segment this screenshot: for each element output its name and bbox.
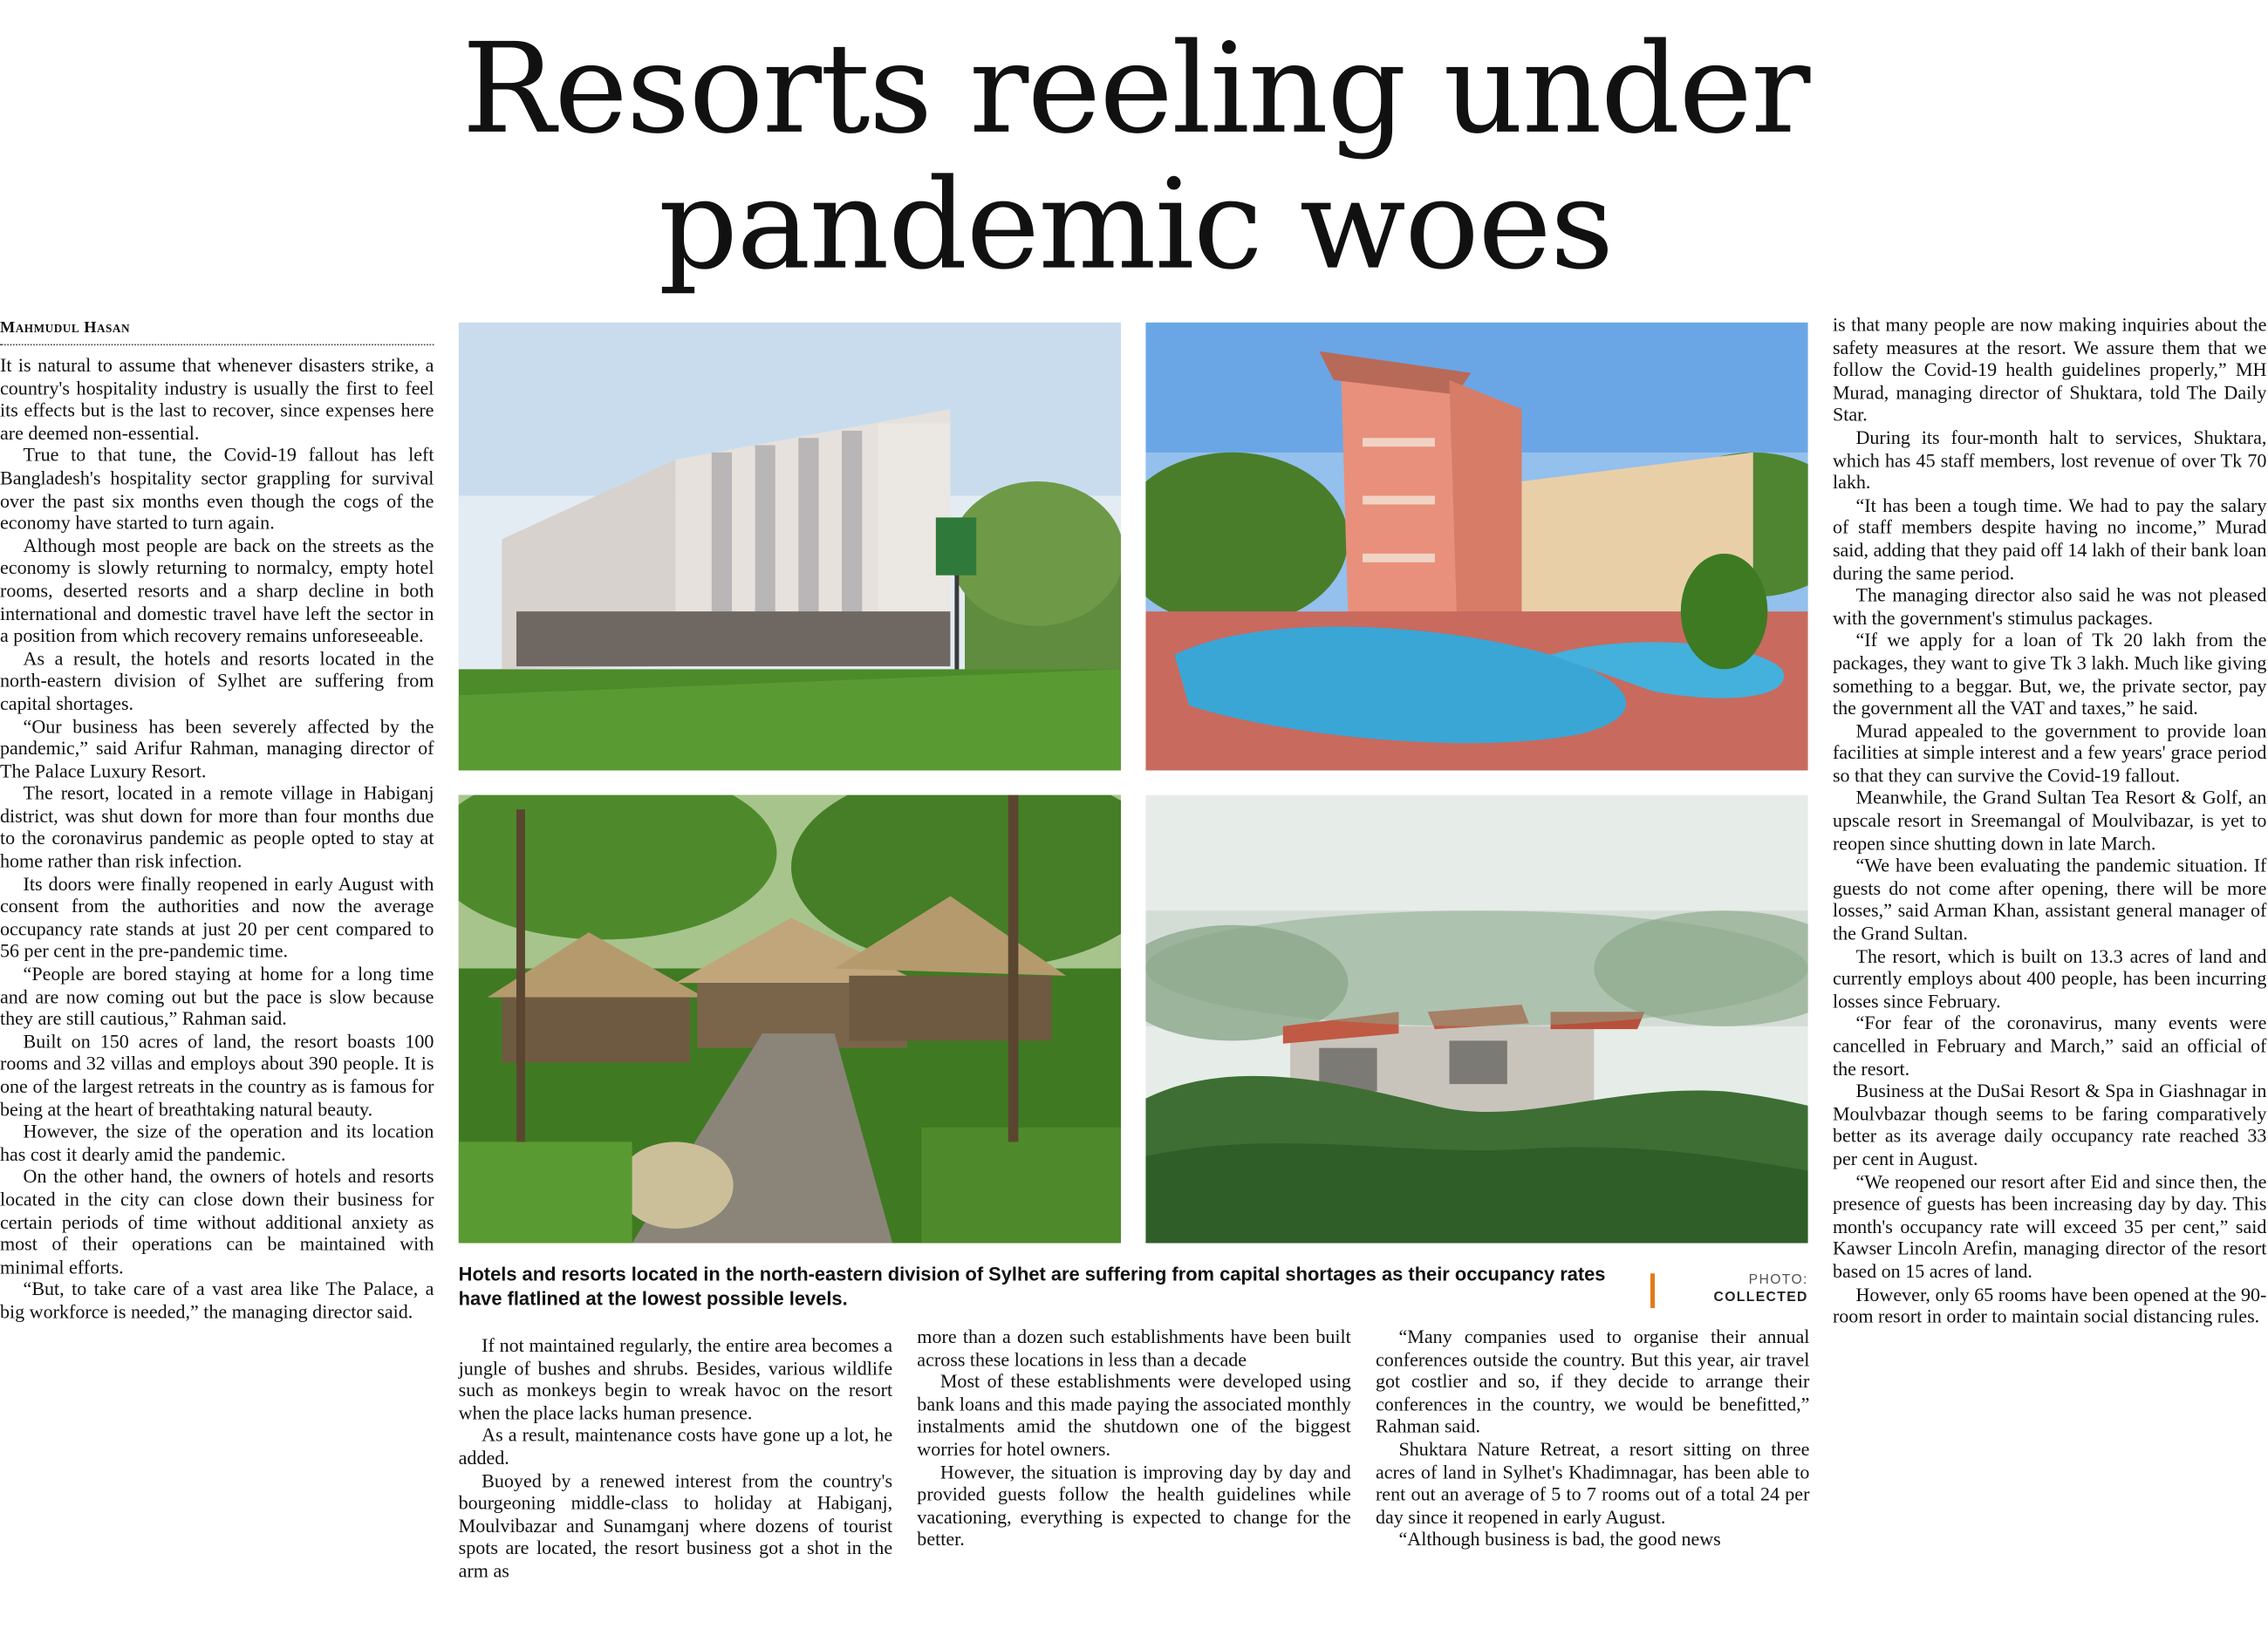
paragraph: “People are bored staying at home for a long time and are now coming out but the pace is slow because they are still cautious,” Rahman said. (0, 962, 434, 1030)
paragraph: Its doors were finally reopened in early August with consent from the authorities and now the average occupancy rate stands at just 20 per cent compared to 56 per cent in the pre-pandemic time. (0, 872, 434, 962)
paragraph: “Although business is bad, the good news (1398, 1528, 1721, 1551)
paragraph: As a result, the hotels and resorts located in the north-eastern division of Sylhet are suffering from capital shortages. (0, 647, 434, 714)
paragraph: However, only 65 rooms have been opened at the 90-room resort in order to maintain social distancing rules. (1832, 1283, 2267, 1327)
paragraph: True to that tune, the Covid-19 fallout has left Bangladesh's hospitality sector grappling for survival over the past six months even though the cogs of the economy have started to turn again. (0, 444, 434, 534)
paragraph: The resort, which is built on 13.3 acres of land and currently employs about 400 people, has been incurring losses since February. (1832, 944, 2267, 1012)
paragraph: During its four-month halt to services, Shuktara, which has 45 staff members, lost revenue of over Tk 70 lakh. (1832, 426, 2267, 494)
photo-credit (1663, 1272, 1808, 1307)
paragraph: If not maintained regularly, the entire area becomes a jungle of bushes and shrubs. Besides, various wildlife such as monkeys begin to wreak havoc on the resort when the place lacks human presence. (458, 1333, 893, 1424)
paragraph: The managing director also said he was not pleased with the government's stimulus packages. (1832, 583, 2267, 629)
paragraph: “We have been evaluating the pandemic situation. If guests do not come after opening, there will be more losses,” said Arman Khan, assistant general manager of the Grand Sultan. (1832, 854, 2267, 944)
paragraph: “For fear of the coronavirus, many events were cancelled in February and March,” said an official of the resort. (1832, 1012, 2267, 1080)
photo-resort-pool (1145, 323, 1807, 771)
paragraph: Buoyed by a renewed interest from the country's bourgeoning middle-class to holiday at Habiganj, Moulvibazar and Sunamganj where dozens of tourist spots are located, the resort business got a shot in the arm as (458, 1469, 893, 1582)
paragraph: As a result, maintenance costs have gone up a lot, he added. (458, 1424, 893, 1469)
paragraph: However, the situation is improving day by day and provided guests follow the health guidelines while vacationing, everything is expected to change for the better. (917, 1461, 1351, 1551)
paragraph: is that many people are now making inquiries about the safety measures at the resort. We assure them that we follow the Covid-19 health guidelines properly,” MH Murad, managing director of Shuktara, told The Daily Star. (1832, 313, 2267, 426)
photo-hotel-building (459, 323, 1121, 771)
paragraph: Although most people are back on the streets as the economy is slowly returning to normalcy, empty hotel rooms, deserted resorts and a sharp decline in both international and domestic travel have left the sector in a position from which recovery remains unforeseeable. (0, 534, 434, 647)
photo-credit-bar (1650, 1273, 1655, 1308)
paragraph: Business at the DuSai Resort & Spa in Giashnagar in Moulvbazar though seems to be faring comparatively better as its average daily occupancy rate reached 33 per cent in August. (1832, 1080, 2267, 1169)
paragraph: Most of these establishments were developed using bank loans and this made paying the associated monthly instalments amid the shutdown one of the biggest worries for hotel owners. (917, 1370, 1351, 1461)
article-column-bottom-2 (917, 1326, 1350, 1551)
article-column-right (1833, 314, 2266, 1328)
byline: Mahmudul Hasan (0, 319, 131, 337)
paragraph: “If we apply for a loan of Tk 20 lakh from the packages, they want to give Tk 3 lakh. Much like giving something to a beggar. But, we, the private sector, pay the government all the VAT and taxes,” he said. (1832, 629, 2267, 719)
article-column-left (0, 354, 434, 1323)
paragraph: “We reopened our resort after Eid and since then, the presence of guests has been increasing day by day. This month's occupancy rate will exceed 35 per cent,” said Kawser Lincoln Arefin, managing director of the resort based on 15 acres of land. (1832, 1169, 2267, 1283)
paragraph: “Many companies used to organise their annual conferences outside the country. But this year, air travel got costlier and so, if they decide to arrange their conferences in the country, we would be benefitted,” Rahman said. (1375, 1325, 1810, 1438)
headline-line-1: Resorts reeling under (461, 17, 1809, 162)
photo-hill-retreat (1145, 795, 1807, 1244)
paragraph: However, the size of the operation and its location has cost it dearly amid the pandemic. (0, 1120, 434, 1165)
paragraph: Shuktara Nature Retreat, a resort sitting on three acres of land in Sylhet's Khadimnagar, has been able to rent out an average of 5 to 7 rooms out of a total 24 per day since it reopened in early August. (1375, 1438, 1810, 1528)
photo-credit-label: PHOTO: (1748, 1271, 1808, 1288)
paragraph: more than a dozen such establishments have been built across these locations in less than a decade (917, 1325, 1351, 1370)
paragraph: The resort, located in a remote village in Habiganj district, was shut down for more than four months due to the coronavirus pandemic as people opted to stay at home rather than risk infection. (0, 782, 434, 872)
paragraph: It is natural to assume that whenever disasters strike, a country's hospitality industry is usually the first to feel its effects but is the last to recover, since expenses here are deemed non-essential. (0, 354, 434, 444)
paragraph: “But, to take care of a vast area like The Palace, a big workforce is needed,” the managing director said. (0, 1278, 434, 1323)
paragraph: Built on 150 acres of land, the resort boasts 100 rooms and 32 villas and employs about 390 people. It is one of the largest retreats in the country as is famous for being at the heart of breathtaking natural beauty. (0, 1030, 434, 1120)
paragraph: Murad appealed to the government to provide loan facilities at simple interest and a few years' grace period so that they can survive the Covid-19 fallout. (1832, 719, 2267, 787)
paragraph: On the other hand, the owners of hotels and resorts located in the city can close down their business for certain periods of time without additional anxiety as most of their operations can be maintained with minimal efforts. (0, 1165, 434, 1278)
byline-divider (0, 344, 434, 345)
photo-cottage-pathway (459, 795, 1121, 1244)
headline-line-2: pandemic woes (658, 153, 1613, 298)
article-column-bottom-3 (1376, 1326, 1809, 1551)
paragraph: Meanwhile, the Grand Sultan Tea Resort & Golf, an upscale resort in Sreemangal of Moulvibazar, is yet to reopen since shutting down in late March. (1832, 787, 2267, 855)
article-column-bottom-1 (459, 1334, 892, 1582)
photo-credit-value: COLLECTED (1713, 1289, 1808, 1305)
paragraph: “It has been a tough time. We had to pay the salary of staff members despite having no income,” Murad said, adding that they paid off 14 lakh of their bank loan during the same period. (1832, 494, 2267, 583)
photo-caption: Hotels and resorts located in the north-eastern division of Sylhet are suffering from capital shortages as their occupancy rates have flatlined at the lowest possible levels. (458, 1263, 1606, 1310)
paragraph: “Our business has been severely affected by the pandemic,” said Arifur Rahman, managing director of The Palace Luxury Resort. (0, 714, 434, 782)
